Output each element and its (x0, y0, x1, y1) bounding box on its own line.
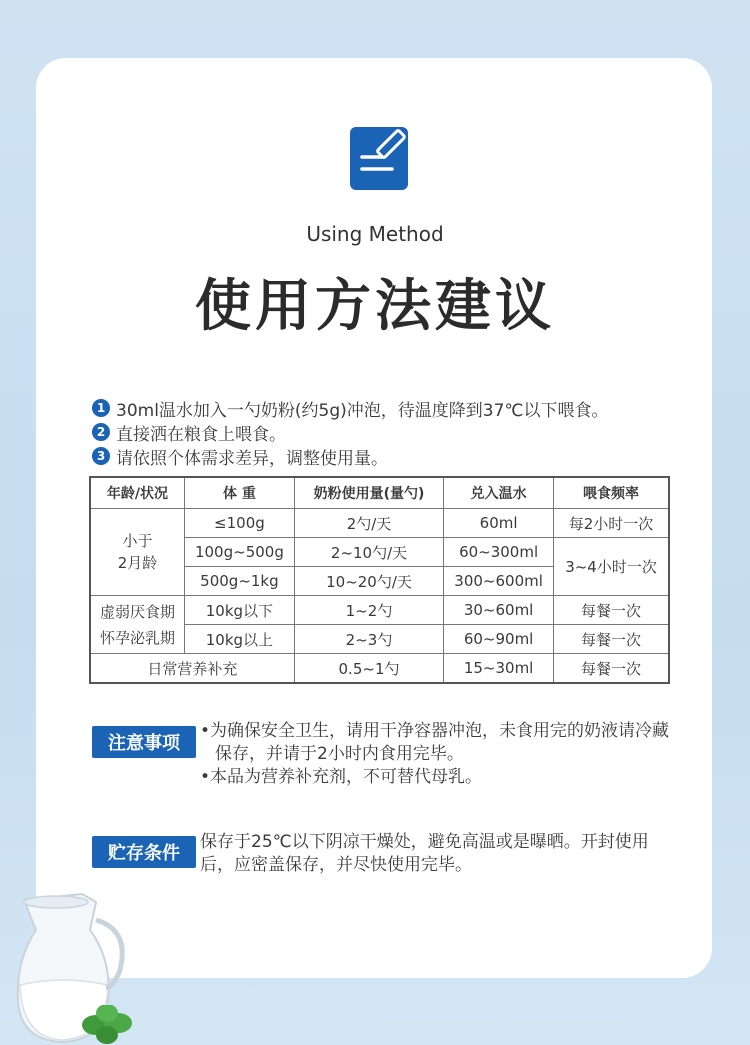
table-cell: 500g~1kg (184, 567, 294, 596)
step-text: 30ml温水加入一勺奶粉(约5g)冲泡，待温度降到37℃以下喂食。 (116, 400, 609, 421)
table-cell: 10~20勺/天 (294, 567, 443, 596)
table-cell: 0.5~1勺 (294, 654, 443, 684)
table-cell: 60~300ml (444, 538, 554, 567)
table-cell: 每餐一次 (554, 625, 669, 654)
step-text: 直接洒在粮食上喂食。 (116, 424, 286, 445)
table-cell: 每2小时一次 (554, 509, 669, 538)
step-number-badge: 2 (92, 423, 110, 441)
note-item: •为确保安全卫生，请用干净容器冲泡，未食用完的奶液请冷藏保存，并请于2小时内食用完毕。 (200, 721, 670, 764)
step-3 (92, 444, 692, 468)
table-cell: 日常营养补充 (90, 654, 294, 684)
table-header-row (90, 477, 669, 509)
step-number-badge: 3 (92, 447, 110, 465)
table-cell: 30~60ml (444, 596, 554, 625)
storage-text: 保存于25℃以下阴凉干燥处，避免高温或是曝晒。开封使用后，应密盖保存，并尽快使用完毕。 (200, 832, 649, 875)
dosage-table (89, 476, 670, 684)
step-number-badge: 1 (92, 399, 110, 417)
table-cell: 60~90ml (444, 625, 554, 654)
table-cell: 10kg以上 (184, 625, 294, 654)
table-row (90, 509, 669, 538)
step-text: 请依照个体需求差异，调整使用量。 (116, 448, 388, 469)
table-cell: 每餐一次 (554, 654, 669, 684)
page-subtitle: Using Method (306, 222, 444, 246)
note-item: •本品为营养补充剂，不可替代母乳。 (200, 767, 483, 787)
table-cell: 15~30ml (444, 654, 554, 684)
table-cell: 3~4小时一次 (554, 538, 669, 596)
table-cell: 2~10勺/天 (294, 538, 443, 567)
table-cell: 60ml (444, 509, 554, 538)
condition-group-cell: 虚弱厌食期 怀孕泌乳期 (90, 596, 184, 654)
table-cell: 10kg以下 (184, 596, 294, 625)
table-cell: ≤100g (184, 509, 294, 538)
storage-label: 贮存条件 (92, 836, 196, 868)
table-header-cell: 体 重 (184, 477, 294, 509)
notepad-pen-icon (350, 127, 408, 190)
table-header-cell: 奶粉使用量(量勺) (294, 477, 443, 509)
table-header-cell: 喂食频率 (554, 477, 669, 509)
table-cell: 2~3勺 (294, 625, 443, 654)
step-2 (92, 420, 692, 444)
table-cell: 300~600ml (444, 567, 554, 596)
table-cell: 1~2勺 (294, 596, 443, 625)
table-cell: 100g~500g (184, 538, 294, 567)
notes-text (200, 720, 680, 789)
table-cell: 每餐一次 (554, 596, 669, 625)
table-header-cell: 兑入温水 (444, 477, 554, 509)
step-1 (92, 396, 692, 420)
table-cell: 2勺/天 (294, 509, 443, 538)
page-title: 使用方法建议 (195, 274, 555, 339)
table-header-cell: 年龄/状况 (90, 477, 184, 509)
clover-leaf-image (78, 1005, 138, 1045)
usage-steps (92, 396, 692, 468)
table-row (90, 654, 669, 684)
notes-label: 注意事项 (92, 726, 196, 758)
age-group-cell: 小于 2月龄 (90, 509, 184, 596)
table-row (90, 596, 669, 625)
